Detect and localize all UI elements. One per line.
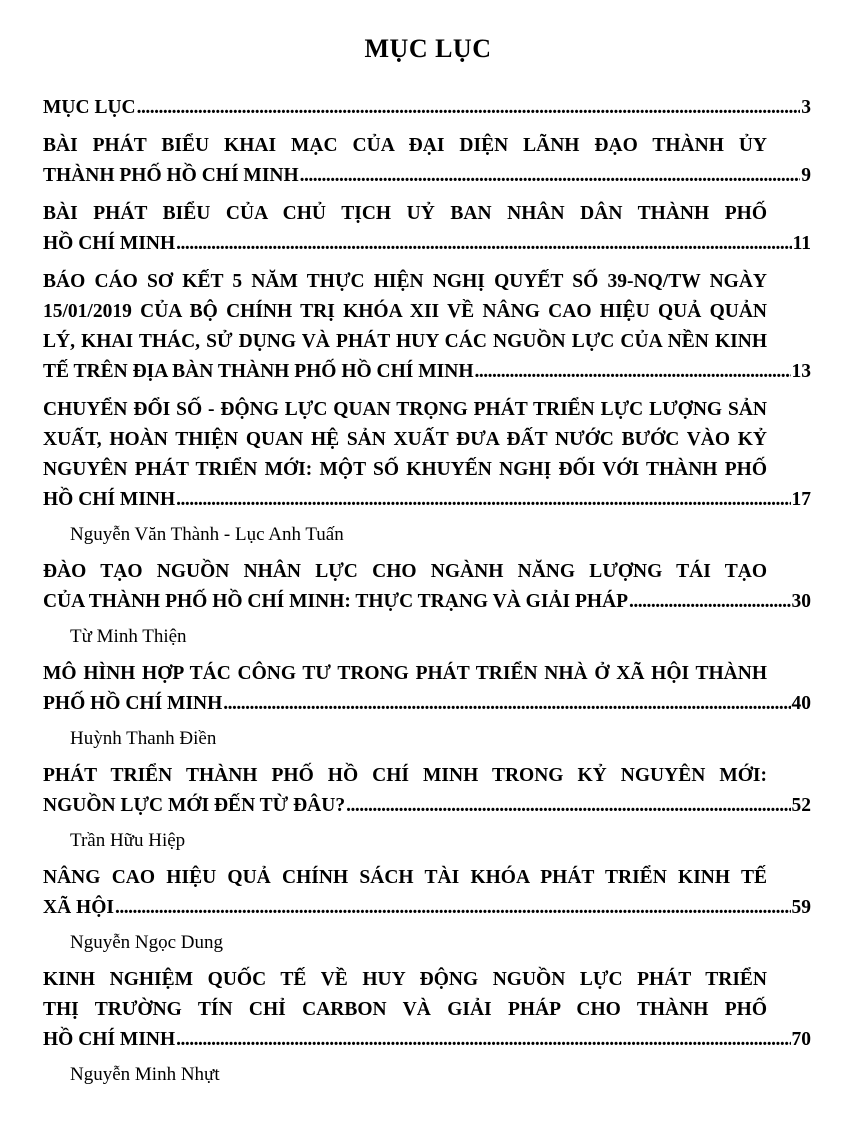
toc-entry-author: Nguyễn Minh Nhựt — [70, 1064, 220, 1085]
toc-entry-title-line: CỦA THÀNH PHỐ HỒ CHÍ MINH: THỰC TRẠNG VÀ GIẢI PHÁP — [43, 591, 629, 612]
toc-entry[interactable] — [43, 557, 811, 617]
toc-entry-last-line — [43, 587, 811, 617]
toc-entry-last-line — [43, 791, 811, 821]
toc-page-number: 30 — [791, 591, 811, 612]
toc-entry[interactable] — [43, 131, 811, 191]
toc-entry-title-line: BÁO CÁO SƠ KẾT 5 NĂM THỰC HIỆN NGHỊ QUYẾT SỐ 39-NQ/TW NGÀY — [43, 271, 767, 292]
toc-page-number: 11 — [792, 233, 811, 254]
dot-leader — [137, 93, 801, 123]
toc-entry-title-line: TẾ TRÊN ĐỊA BÀN THÀNH PHỐ HỒ CHÍ MINH — [43, 361, 474, 382]
page-title: MỤC LỤC — [364, 34, 492, 63]
toc-entry-title-line: HỒ CHÍ MINH — [43, 233, 176, 254]
toc-entry-author: Nguyễn Văn Thành - Lục Anh Tuấn — [70, 524, 344, 545]
toc-entry-author: Từ Minh Thiện — [70, 626, 187, 647]
toc-entry-group — [43, 761, 811, 853]
toc-entry-title-line: MÔ HÌNH HỢP TÁC CÔNG TƯ TRONG PHÁT TRIỂN NHÀ Ở XÃ HỘI THÀNH — [43, 663, 767, 684]
toc-entry-title-line: BÀI PHÁT BIỂU KHAI MẠC CỦA ĐẠI DIỆN LÃNH ĐẠO THÀNH ỦY — [43, 135, 767, 156]
toc-entry-title-line: NGUỒN LỰC MỚI ĐẾN TỪ ĐÂU? — [43, 795, 346, 816]
dot-leader — [176, 1025, 790, 1055]
toc-entry-group — [43, 965, 811, 1087]
toc-page-number: 59 — [791, 897, 811, 918]
toc-entry-group — [43, 557, 811, 649]
toc-entry-last-line — [43, 357, 811, 387]
dot-leader — [115, 893, 791, 923]
toc-entry-last-line — [43, 1025, 811, 1055]
dot-leader — [346, 791, 790, 821]
dot-leader — [223, 689, 790, 719]
toc-entry[interactable] — [43, 199, 811, 259]
toc-page-number: 70 — [791, 1029, 811, 1050]
toc-entry-last-line — [43, 161, 811, 191]
toc-entry-title-line: ĐÀO TẠO NGUỒN NHÂN LỰC CHO NGÀNH NĂNG LƯỢNG TÁI TẠO — [43, 561, 767, 582]
toc-entry-author: Trần Hữu Hiệp — [70, 830, 186, 851]
table-of-contents — [43, 93, 811, 1097]
toc-page-number: 52 — [791, 795, 811, 816]
toc-entry-title-line: HỒ CHÍ MINH — [43, 489, 176, 510]
toc-entry-group — [43, 93, 811, 123]
toc-entry-last-line — [43, 229, 811, 259]
toc-entry-author: Nguyễn Ngọc Dung — [70, 932, 224, 953]
toc-entry-title-line: PHỐ HỒ CHÍ MINH — [43, 693, 223, 714]
toc-entry-title-line: THỊ TRƯỜNG TÍN CHỈ CARBON VÀ GIẢI PHÁP CHO THÀNH PHỐ — [43, 999, 767, 1020]
toc-entry-title-line: 15/01/2019 CỦA BỘ CHÍNH TRỊ KHÓA XII VỀ NÂNG CAO HIỆU QUẢ QUẢN — [43, 301, 767, 322]
toc-page-number: 40 — [791, 693, 811, 714]
toc-entry-group — [43, 659, 811, 751]
toc-page-number: 3 — [801, 97, 811, 118]
toc-entry-group — [43, 199, 811, 259]
toc-entry-title-line: NGUYÊN PHÁT TRIỂN MỚI: MỘT SỐ KHUYẾN NGHỊ ĐỐI VỚI THÀNH PHỐ — [43, 459, 767, 480]
toc-page-number: 13 — [791, 361, 811, 382]
toc-entry-title-line: THÀNH PHỐ HỒ CHÍ MINH — [43, 165, 299, 186]
toc-page-number: 9 — [801, 165, 811, 186]
toc-entry-title-line: PHÁT TRIỂN THÀNH PHỐ HỒ CHÍ MINH TRONG KỶ NGUYÊN MỚI: — [43, 765, 767, 786]
toc-entry[interactable] — [43, 93, 811, 123]
toc-entry-group — [43, 267, 811, 387]
toc-entry-group — [43, 395, 811, 547]
toc-entry-title-line: HỒ CHÍ MINH — [43, 1029, 176, 1050]
dot-leader — [300, 161, 801, 191]
toc-entry-last-line — [43, 689, 811, 719]
dot-leader — [176, 485, 790, 515]
toc-entry[interactable] — [43, 659, 811, 719]
toc-page-number: 17 — [791, 489, 811, 510]
toc-entry-last-line — [43, 893, 811, 923]
toc-entry-last-line — [43, 485, 811, 515]
toc-entry-title-line: NÂNG CAO HIỆU QUẢ CHÍNH SÁCH TÀI KHÓA PHÁT TRIỂN KINH TẾ — [43, 867, 767, 888]
toc-entry-title-line: LÝ, KHAI THÁC, SỬ DỤNG VÀ PHÁT HUY CÁC NGUỒN LỰC CỦA NỀN KINH — [43, 331, 767, 352]
toc-entry-group — [43, 131, 811, 191]
toc-entry-group — [43, 863, 811, 955]
dot-leader — [475, 357, 791, 387]
toc-entry-title-line: MỤC LỤC — [43, 97, 136, 118]
toc-entry-title-line: KINH NGHIỆM QUỐC TẾ VỀ HUY ĐỘNG NGUỒN LỰC PHÁT TRIỂN — [43, 969, 767, 990]
toc-entry-title-line: XÃ HỘI — [43, 897, 114, 918]
toc-entry-title-line: XUẤT, HOÀN THIỆN QUAN HỆ SẢN XUẤT ĐƯA ĐẤT NƯỚC BƯỚC VÀO KỶ — [43, 429, 767, 450]
toc-entry-title-line: BÀI PHÁT BIỂU CỦA CHỦ TỊCH UỶ BAN NHÂN DÂN THÀNH PHỐ — [43, 203, 767, 224]
toc-entry[interactable] — [43, 965, 811, 1055]
toc-entry[interactable] — [43, 267, 811, 387]
toc-entry[interactable] — [43, 863, 811, 923]
toc-entry[interactable] — [43, 761, 811, 821]
toc-entry-author: Huỳnh Thanh Điền — [70, 728, 217, 749]
toc-entry-title-line: CHUYỂN ĐỔI SỐ - ĐỘNG LỰC QUAN TRỌNG PHÁT TRIỂN LỰC LƯỢNG SẢN — [43, 399, 767, 420]
dot-leader — [629, 587, 790, 617]
toc-entry-last-line — [43, 93, 811, 123]
toc-entry[interactable] — [43, 395, 811, 515]
dot-leader — [176, 229, 791, 259]
